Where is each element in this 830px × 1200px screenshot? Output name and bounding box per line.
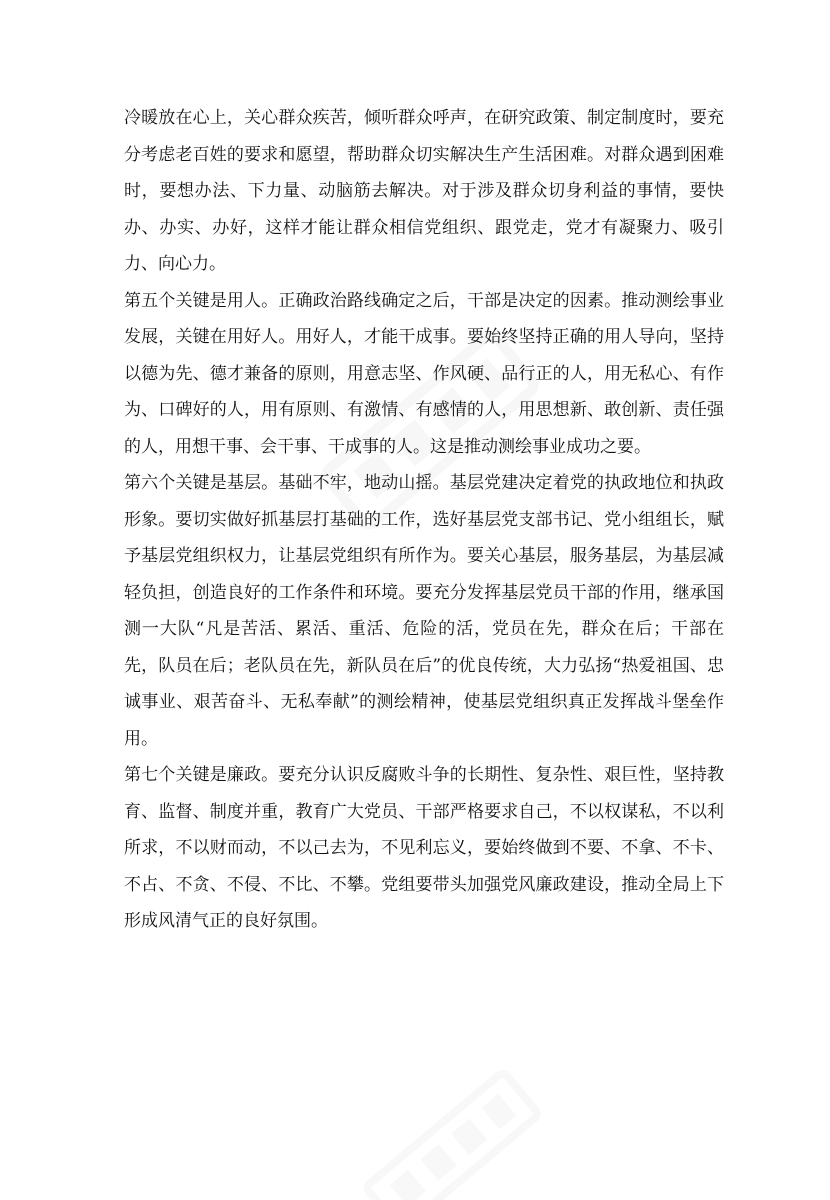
- paragraph: 第五个关键是用人。正确政治路线确定之后，干部是决定的因素。推动测绘事业发展，关键在用好人。用好人，才能干成事。要始终坚持正确的用人导向，坚持以德为先、德才兼备的原则，用意志坚、作风硬、品行正的人，用无私心、有作为、口碑好的人，用有原则、有激情、有感情的人，用思想新、敢创新、责任强的人，用想干事、会干事、干成事的人。这是推动测绘事业成功之要。: [124, 290, 724, 457]
- document-body: [124, 100, 724, 940]
- watermark-logo-icon: [360, 1060, 560, 1200]
- paragraph: 冷暖放在心上，关心群众疾苦，倾听群众呼声，在研究政策、制定制度时，要充分考虑老百姓的要求和愿望，帮助群众切实解决生产生活困难。对群众遇到困难时，要想办法、下力量、动脑筋去解决。对于涉及群众切身利益的事情，要快办、办实、办好，这样才能让群众相信党组织、跟党走，党才有凝聚力、吸引力、向心力。: [124, 108, 724, 274]
- paragraph: 第六个关键是基层。基础不牢，地动山摇。基层党建决定着党的执政地位和执政形象。要切实做好抓基层打基础的工作，选好基层党支部书记、党小组组长，赋予基层党组织权力，让基层党组织有所作为。要关心基层，服务基层，为基层减轻负担，创造良好的工作条件和环境。要充分发挥基层党员干部的作用，继承国测一大队“凡是苦活、累活、重活、危险的活，党员在先，群众在后；干部在先，队员在后；老队员在先，新队员在后”的优良传统，大力弘扬“热爱祖国、忠诚事业、艰苦奋斗、无私奉献”的测绘精神，使基层党组织真正发挥战斗堡垒作用。: [124, 473, 724, 749]
- paragraph: 第七个关键是廉政。要充分认识反腐败斗争的长期性、复杂性、艰巨性，坚持教育、监督、制度并重，教育广大党员、干部严格要求自己，不以权谋私，不以利所求，不以财而动，不以己去为，不见利忘义，要始终做到不要、不拿、不卡、不占、不贪、不侵、不比、不攀。党组要带头加强党风廉政建设，推动全局上下形成风清气正的良好氛围。: [124, 765, 724, 931]
